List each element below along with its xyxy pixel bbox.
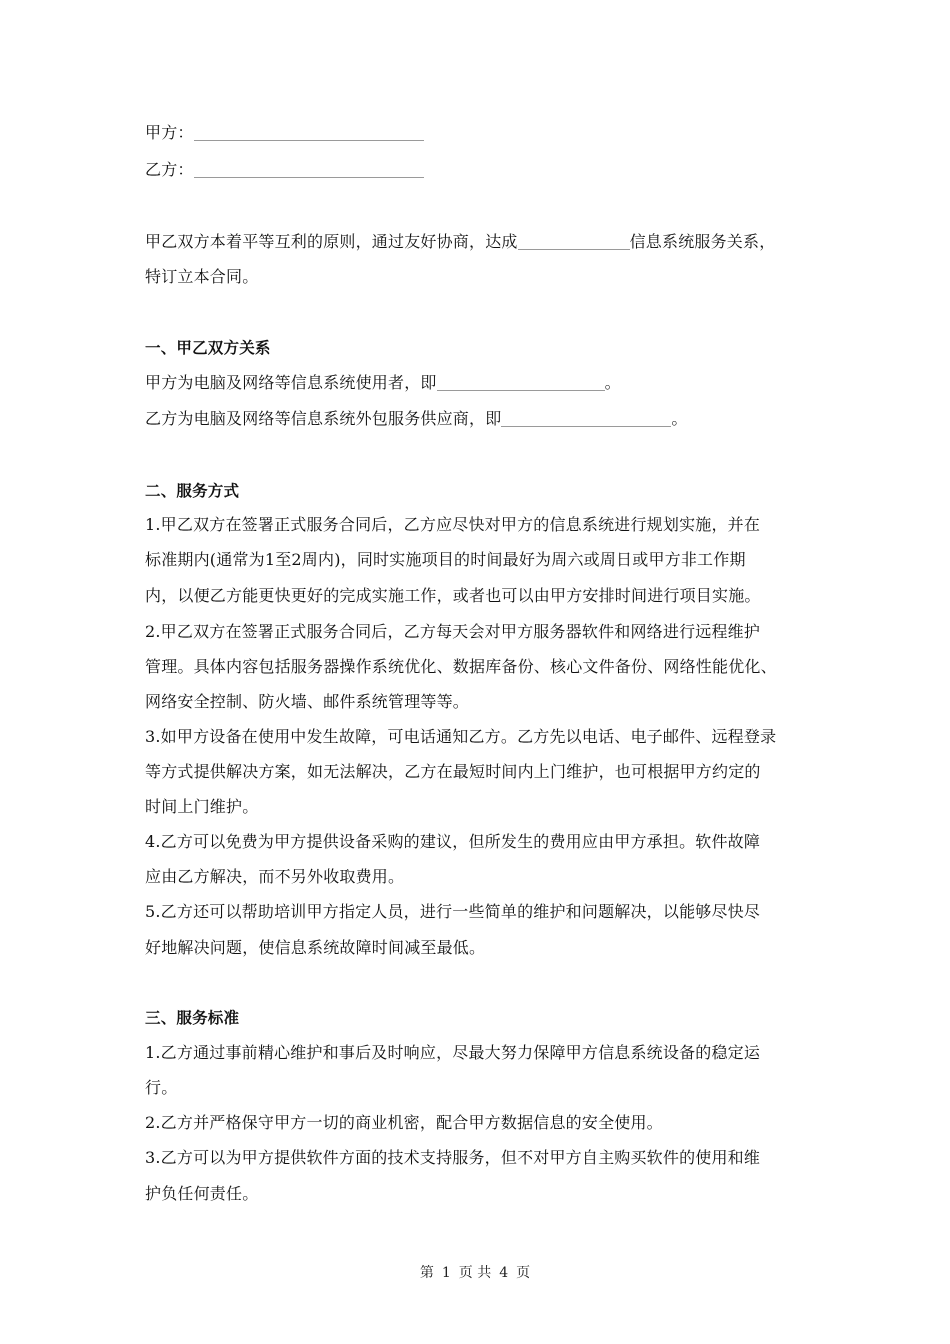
footer-middle: 页 共 (458, 1265, 492, 1281)
section-2-line: 内，以便乙方能更快更好的完成实施工作，或者也可以由甲方安排时间进行项目实施。 (145, 586, 761, 605)
section-3-line: 3.乙方可以为甲方提供软件方面的技术支持服务，但不对甲方自主购买软件的使用和维 (145, 1148, 761, 1167)
intro-line-1 (145, 232, 815, 252)
section-3-line: 行。 (145, 1078, 178, 1097)
party-a-blank (194, 124, 424, 141)
section-2-line: 2.甲乙双方在签署正式服务合同后，乙方每天会对甲方服务器软件和网络进行远程维护 (145, 622, 761, 641)
party-a-row (145, 123, 815, 143)
section-2-line: 3.如甲方设备在使用中发生故障，可电话通知乙方。乙方先以电话、电子邮件、远程登录 (145, 727, 777, 746)
section-1-line-1-text: 甲方为电脑及网络等信息系统使用者，即 (145, 373, 437, 392)
section-2-line: 好地解决问题，使信息系统故障时间减至最低。 (145, 938, 486, 957)
section-2-line: 管理。具体内容包括服务器操作系统优化、数据库备份、核心文件备份、网络性能优化、 (145, 657, 777, 676)
section-2-line: 标准期内(通常为1至2周内)，同时实施项目的时间最好为周六或周日或甲方非工作期 (145, 550, 746, 569)
section-2-line: 4.乙方可以免费为甲方提供设备采购的建议，但所发生的费用应由甲方承担。软件故障 (145, 832, 761, 851)
section-2-heading: 二、服务方式 (145, 482, 240, 500)
page-footer (0, 1264, 950, 1282)
provider-name-blank (501, 410, 671, 427)
section-2-line: 应由乙方解决，而不另外收取费用。 (145, 867, 405, 886)
party-a-label: 甲方： (145, 123, 194, 142)
footer-prefix: 第 (419, 1265, 434, 1281)
intro-line-2: 特订立本合同。 (145, 267, 259, 286)
user-name-blank (437, 374, 605, 391)
party-b-blank (194, 161, 424, 178)
section-1-line-2-text: 乙方为电脑及网络等信息系统外包服务供应商，即 (145, 409, 502, 428)
section-1-line-2-end: 。 (671, 409, 688, 428)
intro-text-before: 甲乙双方本着平等互利的原则，通过友好协商，达成 (145, 232, 518, 251)
section-3-line: 1.乙方通过事前精心维护和事后及时响应，尽最大努力保障甲方信息系统设备的稳定运 (145, 1043, 761, 1062)
section-1-heading: 一、甲乙双方关系 (145, 339, 271, 357)
section-3-line: 护负任何责任。 (145, 1184, 259, 1203)
party-b-label: 乙方： (145, 160, 194, 179)
section-3-line: 2.乙方并严格保守甲方一切的商业机密，配合甲方数据信息的安全使用。 (145, 1113, 663, 1132)
section-2-line: 1.甲乙双方在签署正式服务合同后，乙方应尽快对甲方的信息系统进行规划实施，并在 (145, 515, 761, 534)
section-2-line: 等方式提供解决方案，如无法解决，乙方在最短时间内上门维护，也可根据甲方约定的 (145, 762, 761, 781)
section-1-line-1-end: 。 (604, 373, 621, 392)
intro-blank (518, 233, 630, 250)
total-page-count: 4 (499, 1265, 509, 1281)
intro-text-after: 信息系统服务关系， (629, 232, 776, 251)
section-2-line: 5.乙方还可以帮助培训甲方指定人员，进行一些简单的维护和问题解决，以能够尽快尽 (145, 902, 761, 921)
footer-suffix: 页 (516, 1265, 531, 1281)
section-2-line: 时间上门维护。 (145, 797, 259, 816)
section-2-line: 网络安全控制、防火墙、邮件系统管理等等。 (145, 692, 470, 711)
party-b-row (145, 160, 815, 180)
section-1-line-2 (145, 409, 815, 429)
section-1-line-1 (145, 373, 815, 393)
current-page-number: 1 (441, 1265, 451, 1281)
section-3-heading: 三、服务标准 (145, 1009, 240, 1027)
